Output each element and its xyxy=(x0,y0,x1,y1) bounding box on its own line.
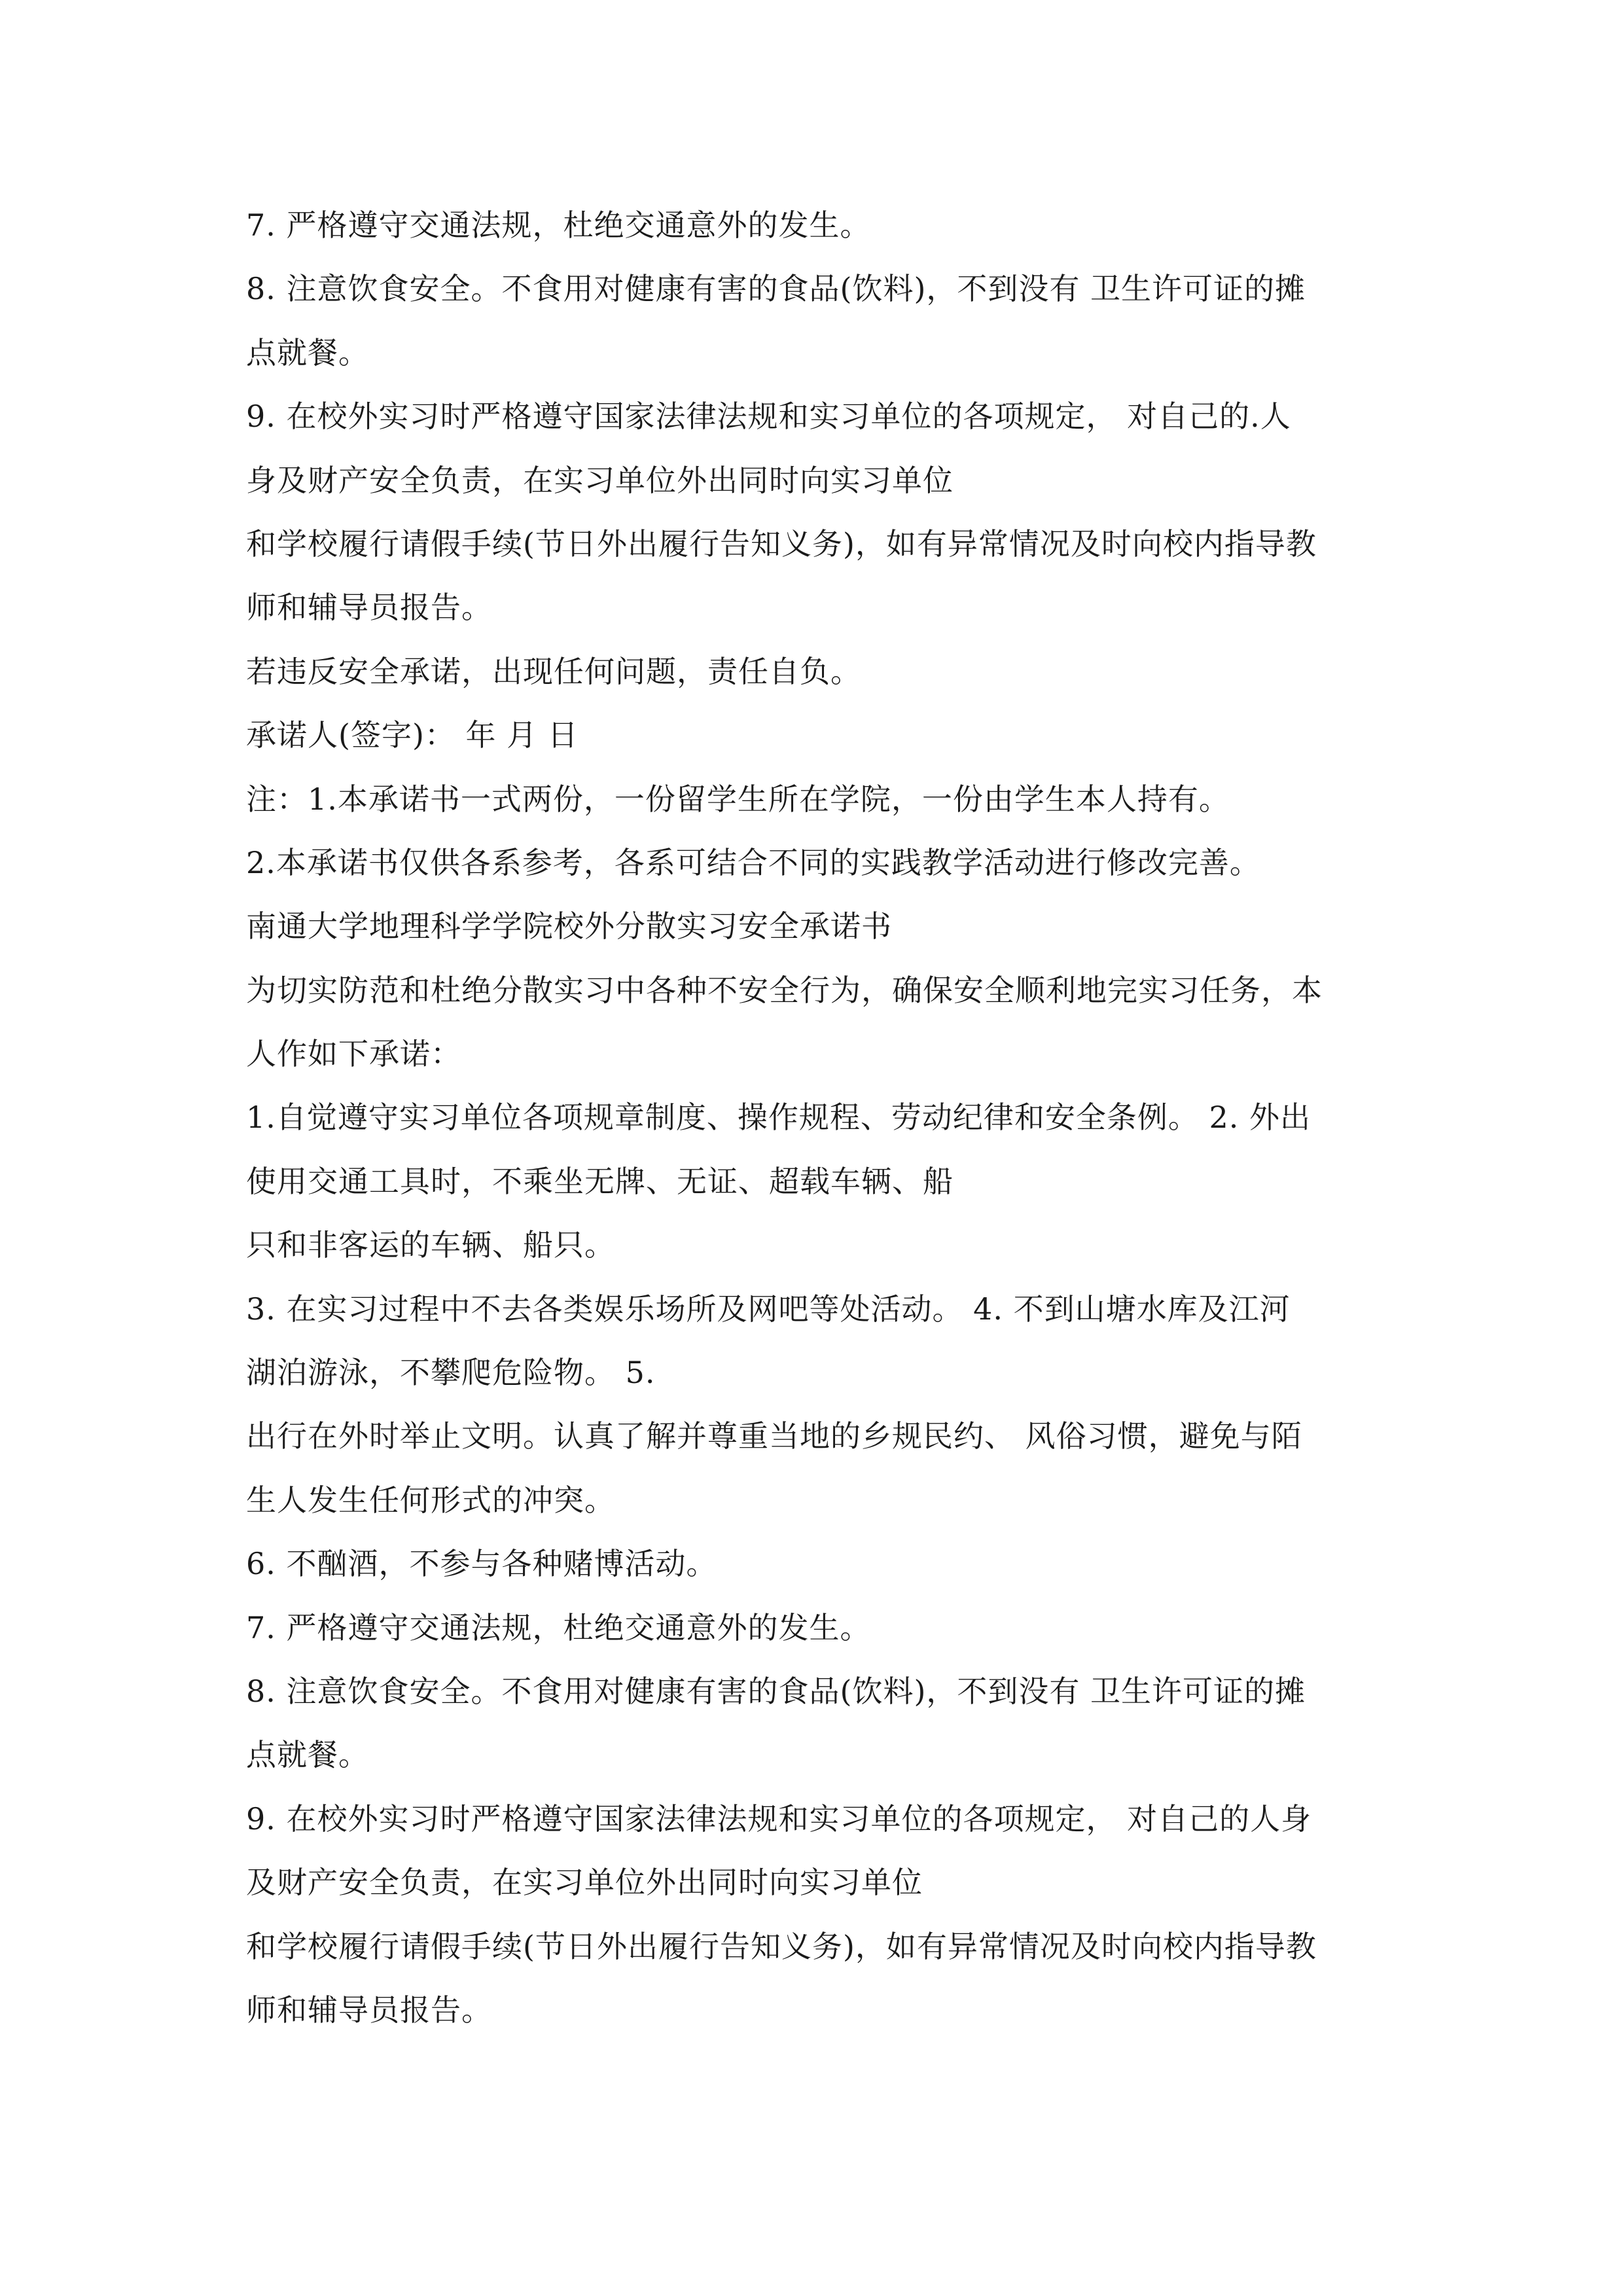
text-line: 点就餐。 xyxy=(246,334,369,370)
text-line: 9. 在校外实习时严格遵守国家法律法规和实习单位的各项规定， 对自己的人身 xyxy=(246,1801,1312,1837)
text-line: 身及财产安全负责，在实习单位外出同时向实习单位 xyxy=(246,462,954,498)
text-line: 8. 注意饮食安全。不食用对健康有害的食品(饮料)，不到没有 卫生许可证的摊 xyxy=(246,271,1306,307)
text-line: 1.自觉遵守实习单位各项规章制度、操作规程、劳动纪律和安全条例。 2. 外出 xyxy=(246,1100,1311,1136)
note-line: 注：1.本承诺书一式两份，一份留学生所在学院，一份由学生本人持有。 xyxy=(246,781,1230,817)
text-line: 出行在外时举止文明。认真了解并尊重当地的乡规民约、 风俗习惯，避免与陌 xyxy=(246,1418,1302,1454)
text-line: 8. 注意饮食安全。不食用对健康有害的食品(饮料)，不到没有 卫生许可证的摊 xyxy=(246,1673,1306,1709)
document-title: 南通大学地理科学学院校外分散实习安全承诺书 xyxy=(246,908,892,944)
text-line: 人作如下承诺： xyxy=(246,1036,461,1072)
text-line: 为切实防范和杜绝分散实习中各种不安全行为，确保安全顺利地完实习任务，本 xyxy=(246,972,1323,1008)
text-line: 点就餐。 xyxy=(246,1737,369,1773)
text-line: 和学校履行请假手续(节日外出履行告知义务)，如有异常情况及时向校内指导教 xyxy=(246,526,1317,562)
text-line: 9. 在校外实习时严格遵守国家法律法规和实习单位的各项规定， 对自己的.人 xyxy=(246,399,1291,435)
text-line: 使用交通工具时，不乘坐无牌、无证、超载车辆、船 xyxy=(246,1163,954,1199)
text-line: 生人发生任何形式的冲突。 xyxy=(246,1482,615,1518)
text-line: 3. 在实习过程中不去各类娱乐场所及网吧等处活动。 4. 不到山塘水库及江河 xyxy=(246,1291,1291,1327)
text-line: 只和非客运的车辆、船只。 xyxy=(246,1227,615,1263)
text-line: 6. 不酗酒，不参与各种赌博活动。 xyxy=(246,1546,717,1582)
document-body xyxy=(246,194,1385,2042)
signature-line: 承诺人(签字)： 年 月 日 xyxy=(246,717,579,753)
text-line: 师和辅导员报告。 xyxy=(246,1992,492,2028)
text-line: 湖泊游泳，不攀爬危险物。 5. xyxy=(246,1355,656,1391)
text-line: 师和辅导员报告。 xyxy=(246,590,492,626)
text-line: 7. 严格遵守交通法规，杜绝交通意外的发生。 xyxy=(246,1609,871,1645)
note-line: 2.本承诺书仅供各系参考，各系可结合不同的实践教学活动进行修改完善。 xyxy=(246,844,1260,880)
text-line: 若违反安全承诺，出现任何问题，责任自负。 xyxy=(246,653,861,689)
text-line: 和学校履行请假手续(节日外出履行告知义务)，如有异常情况及时向校内指导教 xyxy=(246,1928,1317,1964)
text-line: 7. 严格遵守交通法规，杜绝交通意外的发生。 xyxy=(246,207,871,243)
text-line: 及财产安全负责，在实习单位外出同时向实习单位 xyxy=(246,1865,923,1901)
